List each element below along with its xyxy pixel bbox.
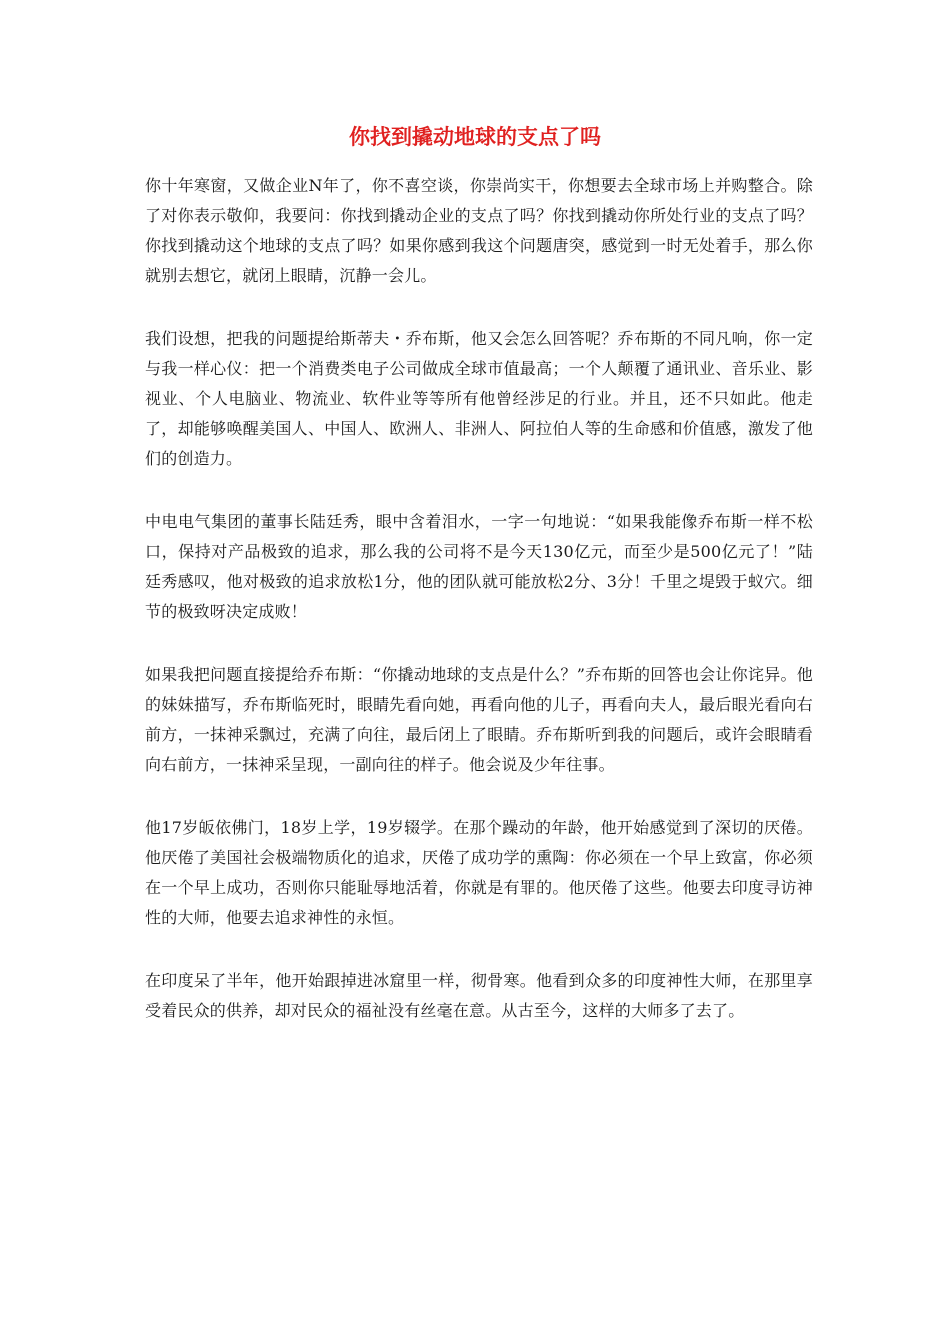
- paragraph: 如果我把问题直接提给乔布斯：“你撬动地球的支点是什么？”乔布斯的回答也会让你诧异。他的妹妹描写，乔布斯临死时，眼睛先看向她，再看向他的儿子，再看向夫人，最后眼光看向右前方，一抹神采飘过，充满了向往，最后闭上了眼睛。乔布斯听到我的问题后，或许会眼睛看向右前方，一抹神采呈现，一副向往的样子。他会说及少年往事。: [145, 665, 813, 774]
- paragraph: 他17岁皈依佛门，18岁上学，19岁辍学。在那个躁动的年龄，他开始感觉到了深切的厌倦。他厌倦了美国社会极端物质化的追求，厌倦了成功学的熏陶：你必须在一个早上致富，你必须在一个早上成功，否则你只能耻辱地活着，你就是有罪的。他厌倦了这些。他要去印度寻访神性的大师，他要去追求神性的永恒。: [145, 818, 813, 927]
- paragraph: 中电电气集团的董事长陆廷秀，眼中含着泪水，一字一句地说：“如果我能像乔布斯一样不松口，保持对产品极致的追求，那么我的公司将不是今天130亿元，而至少是500亿元了！”陆廷秀感叹，他对极致的追求放松1分，他的团队就可能放松2分、3分！千里之堤毁于蚁穴。细节的极致呀决定成败！: [145, 512, 813, 621]
- paragraph: 我们设想，把我的问题提给斯蒂夫・乔布斯，他又会怎么回答呢？乔布斯的不同凡响，你一定与我一样心仪：把一个消费类电子公司做成全球市值最高；一个人颠覆了通讯业、音乐业、影视业、个人电脑业、物流业、软件业等等所有他曾经涉足的行业。并且，还不只如此。他走了，却能够唤醒美国人、中国人、欧洲人、非洲人、阿拉伯人等的生命感和价值感，激发了他们的创造力。: [145, 329, 813, 468]
- document-title: 你找到撬动地球的支点了吗: [349, 124, 601, 149]
- paragraph: 你十年寒窗，又做企业N年了，你不喜空谈，你崇尚实干，你想要去全球市场上并购整合。除了对你表示敬仰，我要问：你找到撬动企业的支点了吗？你找到撬动你所处行业的支点了吗？你找到撬动这个地球的支点了吗？如果你感到我这个问题唐突，感觉到一时无处着手，那么你就别去想它，就闭上眼睛，沉静一会儿。: [145, 176, 813, 285]
- document-body: [145, 171, 813, 1059]
- paragraph: 在印度呆了半年，他开始跟掉进冰窟里一样，彻骨寒。他看到众多的印度神性大师，在那里享受着民众的供养，却对民众的福祉没有丝毫在意。从古至今，这样的大师多了去了。: [145, 971, 813, 1020]
